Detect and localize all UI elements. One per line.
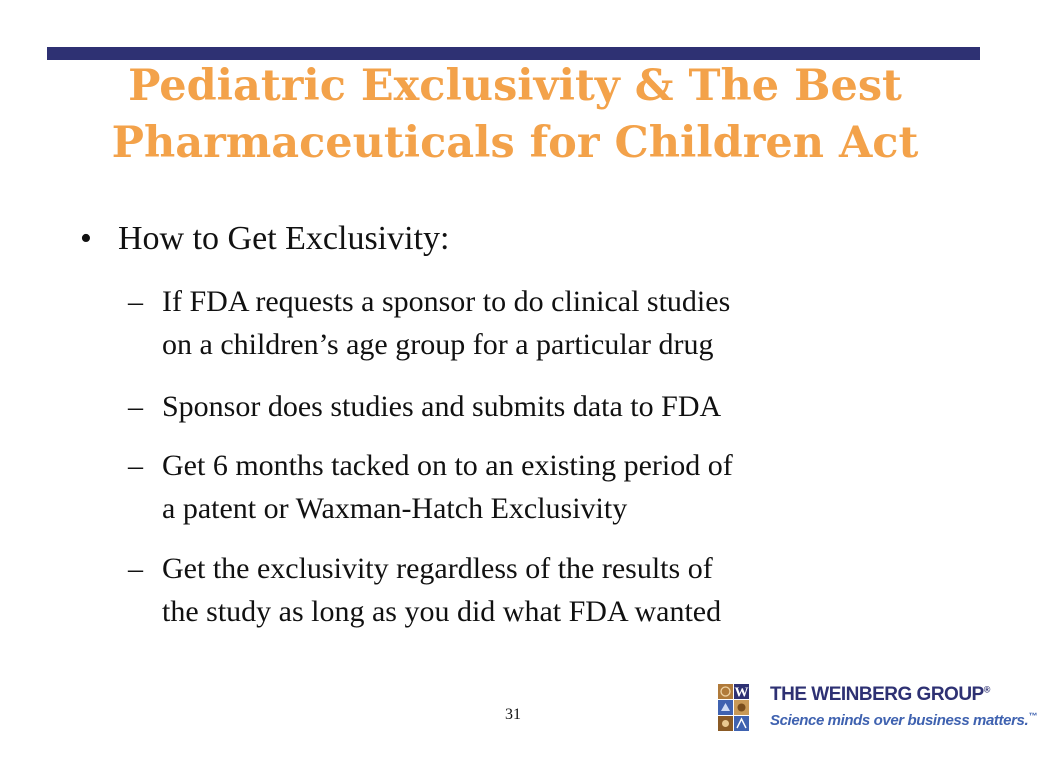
sub-item-3 bbox=[128, 444, 733, 530]
logo-tagline: Science minds over business matters.™ bbox=[770, 711, 1037, 729]
title-line-2: Pharmaceuticals for Children Act bbox=[111, 118, 919, 168]
sub-item-line bbox=[128, 385, 721, 428]
trademark-mark: ™ bbox=[1028, 711, 1037, 721]
dash-marker: – bbox=[128, 285, 143, 318]
sub-item-text: Sponsor does studies and submits data to FDA bbox=[162, 390, 722, 423]
sub-item-line bbox=[128, 280, 730, 323]
logo-tiles-icon bbox=[718, 684, 766, 732]
dash-marker: – bbox=[128, 449, 143, 482]
dash-marker: – bbox=[128, 390, 143, 423]
sub-item-4 bbox=[128, 547, 721, 633]
bullet-marker: • bbox=[80, 220, 92, 257]
title-line-1: Pediatric Exclusivity & The Best bbox=[128, 61, 902, 111]
sub-item-line: the study as long as you did what FDA wanted bbox=[162, 595, 722, 628]
sub-item-1 bbox=[128, 280, 730, 366]
logo-letter: W bbox=[734, 685, 749, 701]
bullet-text: How to Get Exclusivity: bbox=[118, 220, 450, 257]
sub-item-line bbox=[128, 547, 721, 590]
page-number: 31 bbox=[505, 706, 521, 723]
sub-item-line: on a children’s age group for a particular drug bbox=[162, 328, 714, 361]
sub-item-text: Get the exclusivity regardless of the results of bbox=[162, 552, 713, 585]
weinberg-group-logo bbox=[718, 684, 1037, 740]
dash-marker: – bbox=[128, 552, 143, 585]
sub-item-line: a patent or Waxman-Hatch Exclusivity bbox=[162, 492, 628, 525]
bullet-item bbox=[80, 214, 449, 264]
sub-item-text: Get 6 months tacked on to an existing period of bbox=[162, 449, 733, 482]
registered-mark: ® bbox=[983, 684, 990, 695]
logo-company-name: THE WEINBERG GROUP® bbox=[770, 684, 990, 705]
sub-item-text: If FDA requests a sponsor to do clinical studies bbox=[162, 285, 731, 318]
sub-item-line bbox=[128, 444, 733, 487]
sub-item-2 bbox=[128, 385, 721, 428]
